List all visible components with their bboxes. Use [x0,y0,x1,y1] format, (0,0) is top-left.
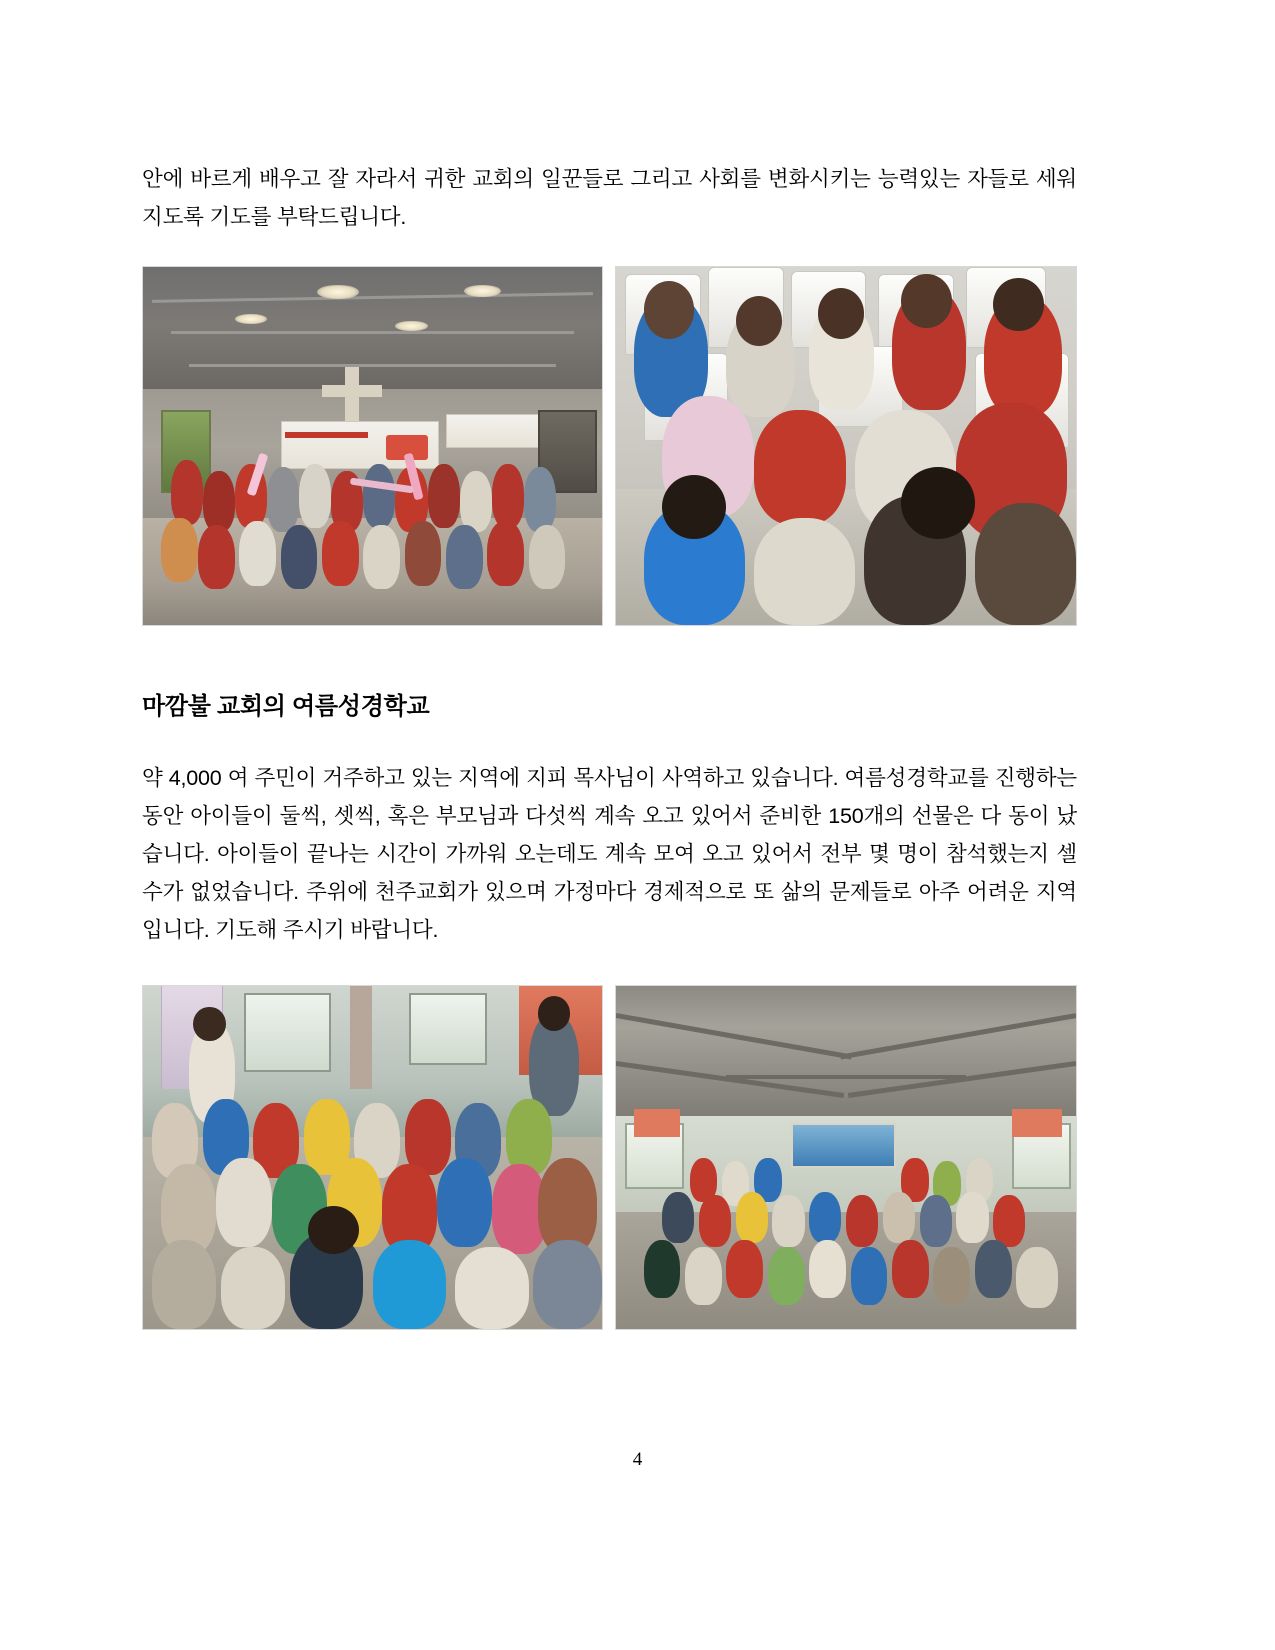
photo-detail [267,467,299,531]
photo-detail [920,1195,952,1246]
photo-detail [409,993,486,1066]
photo-detail [975,1240,1012,1298]
photo-detail [809,1240,846,1298]
photo-detail [851,1247,888,1305]
photo-detail [975,503,1076,625]
photo-children-chairs [615,266,1077,626]
photo-detail [538,996,570,1030]
photo-detail [662,1192,694,1243]
photo-detail [317,285,358,299]
intro-paragraph: 안에 바르게 배우고 잘 자라서 귀한 교회의 일꾼들로 그리고 사회를 변화시키는 능력있는 자들로 세워지도록 기도를 부탁드립니다. [142,167,1077,229]
photo-detail [883,1192,915,1243]
photo-detail [446,525,483,589]
photo-detail [405,1099,451,1174]
photo-detail [726,1075,965,1079]
photo-detail [405,521,442,585]
photo-detail [533,1240,602,1329]
photo-detail [736,296,782,346]
photo-detail [373,1240,446,1329]
photo-detail [299,464,331,528]
photo-detail [772,1195,804,1246]
photo-detail [281,525,318,589]
photo-detail [221,1247,285,1329]
section-paragraph: 약 4,000 여 주민이 거주하고 있는 지역에 지피 목사님이 사역하고 있습니다. 여름성경학교를 진행하는 동안 아이들이 둘씩, 셋씩, 혹은 부모님과 다섯씩 계속 오고 있어서 준비한 150개의 선물은 다 동이 났습니다. 아이들이 끝나는 시간이 가까워 오는데도 계속 모여 오고 있어서 전부 몇 명이 참석했는지 셀 수가 없었습니다. 주위에 천주교회가 있으며 가정마다 경제적으로 또 삶의 문제들로 아주 어려운 지역입니다. 기도해 주시기 바랍니다. [142,766,1077,942]
photo-detail [754,518,855,625]
photo-detail [644,281,695,338]
photo-detail [363,525,400,589]
photo-detail [506,1099,552,1174]
photo-detail [901,467,975,539]
photo-detail [524,467,556,531]
photo-detail [216,1158,271,1247]
photo-detail [446,414,549,448]
photo-detail [193,1007,225,1041]
photo-detail [901,274,952,328]
photo-detail [189,364,556,367]
photo-detail [529,525,566,589]
photo-detail [699,1195,731,1246]
section-heading: 마깜불 교회의 여름성경학교 [142,693,430,720]
photo-detail [685,1247,722,1305]
photo-detail [171,331,575,334]
photo-detail [198,525,235,589]
photo-detail [308,1206,358,1254]
photo-detail [956,1192,988,1243]
spacer [142,626,1077,686]
photo-children-floor [142,985,603,1330]
photo-detail [161,518,198,582]
gallery-bottom [142,985,1077,1330]
photo-detail [322,385,382,396]
photo-detail [455,1247,528,1329]
photo-detail [634,1109,680,1136]
page-content [142,160,1077,1330]
photo-detail [768,1247,805,1305]
spacer [142,949,1077,985]
photo-detail [846,1195,878,1246]
photo-detail [428,464,460,528]
photo-detail [239,521,276,585]
photo-detail [736,1192,768,1243]
photo-detail [754,410,846,525]
photo-detail [644,1240,681,1298]
photo-detail [993,1195,1025,1246]
photo-detail [933,1247,970,1305]
photo-detail [809,1192,841,1243]
photo-detail [285,432,368,438]
photo-detail [662,475,726,539]
photo-detail [152,1240,216,1329]
photo-detail [437,1158,492,1247]
gallery-top [142,266,1077,626]
photo-detail [203,471,235,532]
photo-detail [460,471,492,532]
photo-detail [171,460,203,524]
photo-detail [487,521,524,585]
photo-detail [492,464,524,528]
photo-detail [1016,1247,1057,1309]
page-number: 4 [632,1449,643,1470]
photo-detail [244,993,331,1072]
spacer [142,236,1077,266]
photo-detail [350,986,373,1089]
photo-church-group [142,266,603,626]
photo-detail [322,521,359,585]
spacer [142,721,1077,759]
photo-detail [791,1123,896,1168]
photo-detail [395,321,427,332]
photo-detail [892,1240,929,1298]
photo-detail [726,1240,763,1298]
photo-detail [818,288,864,338]
photo-detail [235,314,267,325]
photo-detail [993,278,1044,332]
photo-detail [1012,1109,1063,1136]
photo-hall-wide [615,985,1077,1330]
photo-detail [363,464,395,528]
